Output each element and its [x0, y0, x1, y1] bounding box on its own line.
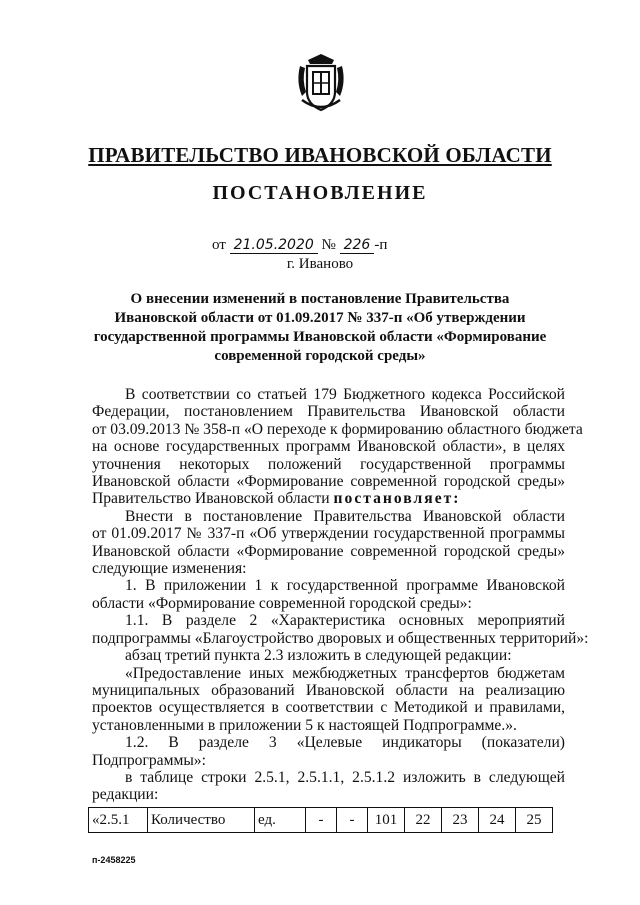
- body-line: 1.2. В разделе 3 «Целевые индикаторы (показатели): [125, 734, 565, 752]
- table-cell: -: [337, 808, 368, 833]
- body-line: подпрограммы «Благоустройство дворовых и общественных территорий»:: [92, 629, 589, 647]
- body-line: муниципальных образований Ивановской области на реализацию: [92, 681, 565, 699]
- decree-title: ПОСТАНОВЛЕНИЕ: [212, 182, 428, 204]
- subject-line: современной городской среды»: [214, 348, 426, 364]
- decree-date: 21.05.2020: [230, 237, 318, 254]
- body-line: проектов осуществляется в соответствии с Методикой и правилами,: [92, 699, 565, 717]
- body-line: в таблице строки 2.5.1, 2.5.1.1, 2.5.1.2 изложить в следующей: [125, 768, 565, 786]
- date-prefix: от: [212, 237, 226, 253]
- body-line: «Предоставление иных межбюджетных трансфертов бюджетам: [125, 664, 565, 682]
- table-cell: «2.5.1: [89, 808, 148, 833]
- resolves-word: постановляет:: [333, 490, 461, 508]
- decree-body: [92, 386, 589, 804]
- body-line: от 03.09.2013 № 358-п «О переходе к формированию областного бюджета: [92, 420, 583, 438]
- city: г. Иваново: [286, 256, 354, 272]
- decree-subject: [0, 290, 640, 366]
- body-line: следующие изменения:: [92, 560, 247, 578]
- table-cell: 22: [405, 808, 442, 833]
- body-line: [92, 490, 565, 507]
- coat-of-arms-icon: [294, 52, 348, 114]
- document-code: п-2458225: [92, 855, 136, 865]
- subject-line: государственной программы Ивановской области «Формирование: [93, 329, 547, 345]
- body-line: области «Формирование современной городской среды»:: [92, 594, 472, 612]
- table-cell: 25: [516, 808, 553, 833]
- body-line: абзац третий пункта 2.3 изложить в следующей редакции:: [125, 647, 512, 665]
- number-sign: №: [321, 237, 336, 253]
- table-cell: Количество: [148, 808, 255, 833]
- table-cell: -: [306, 808, 337, 833]
- subject-line: О внесении изменений в постановление Правительства: [130, 291, 510, 307]
- body-line: уточнения некоторых положений государственной программы: [92, 455, 565, 473]
- body-line: Федерации, постановлением Правительства Ивановской области: [92, 403, 565, 421]
- body-line: Подпрограммы»:: [92, 751, 206, 769]
- body-line: Ивановской области «Формирование современной городской среды»: [92, 542, 565, 560]
- indicators-table: [88, 807, 553, 833]
- subject-line: Ивановской области от 01.09.2017 № 337-п «Об утверждении: [114, 310, 526, 326]
- body-line: В соответствии со статьей 179 Бюджетного кодекса Российской: [125, 386, 565, 403]
- body-line: 1.1. В разделе 2 «Характеристика основных мероприятий: [125, 612, 565, 630]
- decree-number: 226: [340, 237, 375, 254]
- decree-date-number: [212, 237, 387, 254]
- body-line: редакции:: [92, 786, 159, 804]
- body-line: на основе государственных программ Ивановской области», в целях: [92, 438, 565, 456]
- table-cell: 23: [442, 808, 479, 833]
- body-line: установленными в приложении 5 к настоящей Подпрограмме.».: [92, 716, 517, 734]
- table-cell: 24: [479, 808, 516, 833]
- table-cell: ед.: [255, 808, 306, 833]
- body-line-text: Правительство Ивановской области: [92, 490, 330, 508]
- body-line: 1. В приложении 1 к государственной программе Ивановской: [125, 577, 565, 595]
- table-row: [89, 808, 553, 833]
- number-suffix: -п: [374, 237, 388, 253]
- body-line: от 01.09.2017 № 337-п «Об утверждении государственной программы: [92, 525, 565, 543]
- body-line: Ивановской области «Формирование современной городской среды»: [92, 473, 565, 491]
- government-title: ПРАВИТЕЛЬСТВО ИВАНОВСКОЙ ОБЛАСТИ: [88, 143, 552, 167]
- table-cell: 101: [368, 808, 405, 833]
- body-line: Внести в постановление Правительства Ивановской области: [125, 507, 565, 525]
